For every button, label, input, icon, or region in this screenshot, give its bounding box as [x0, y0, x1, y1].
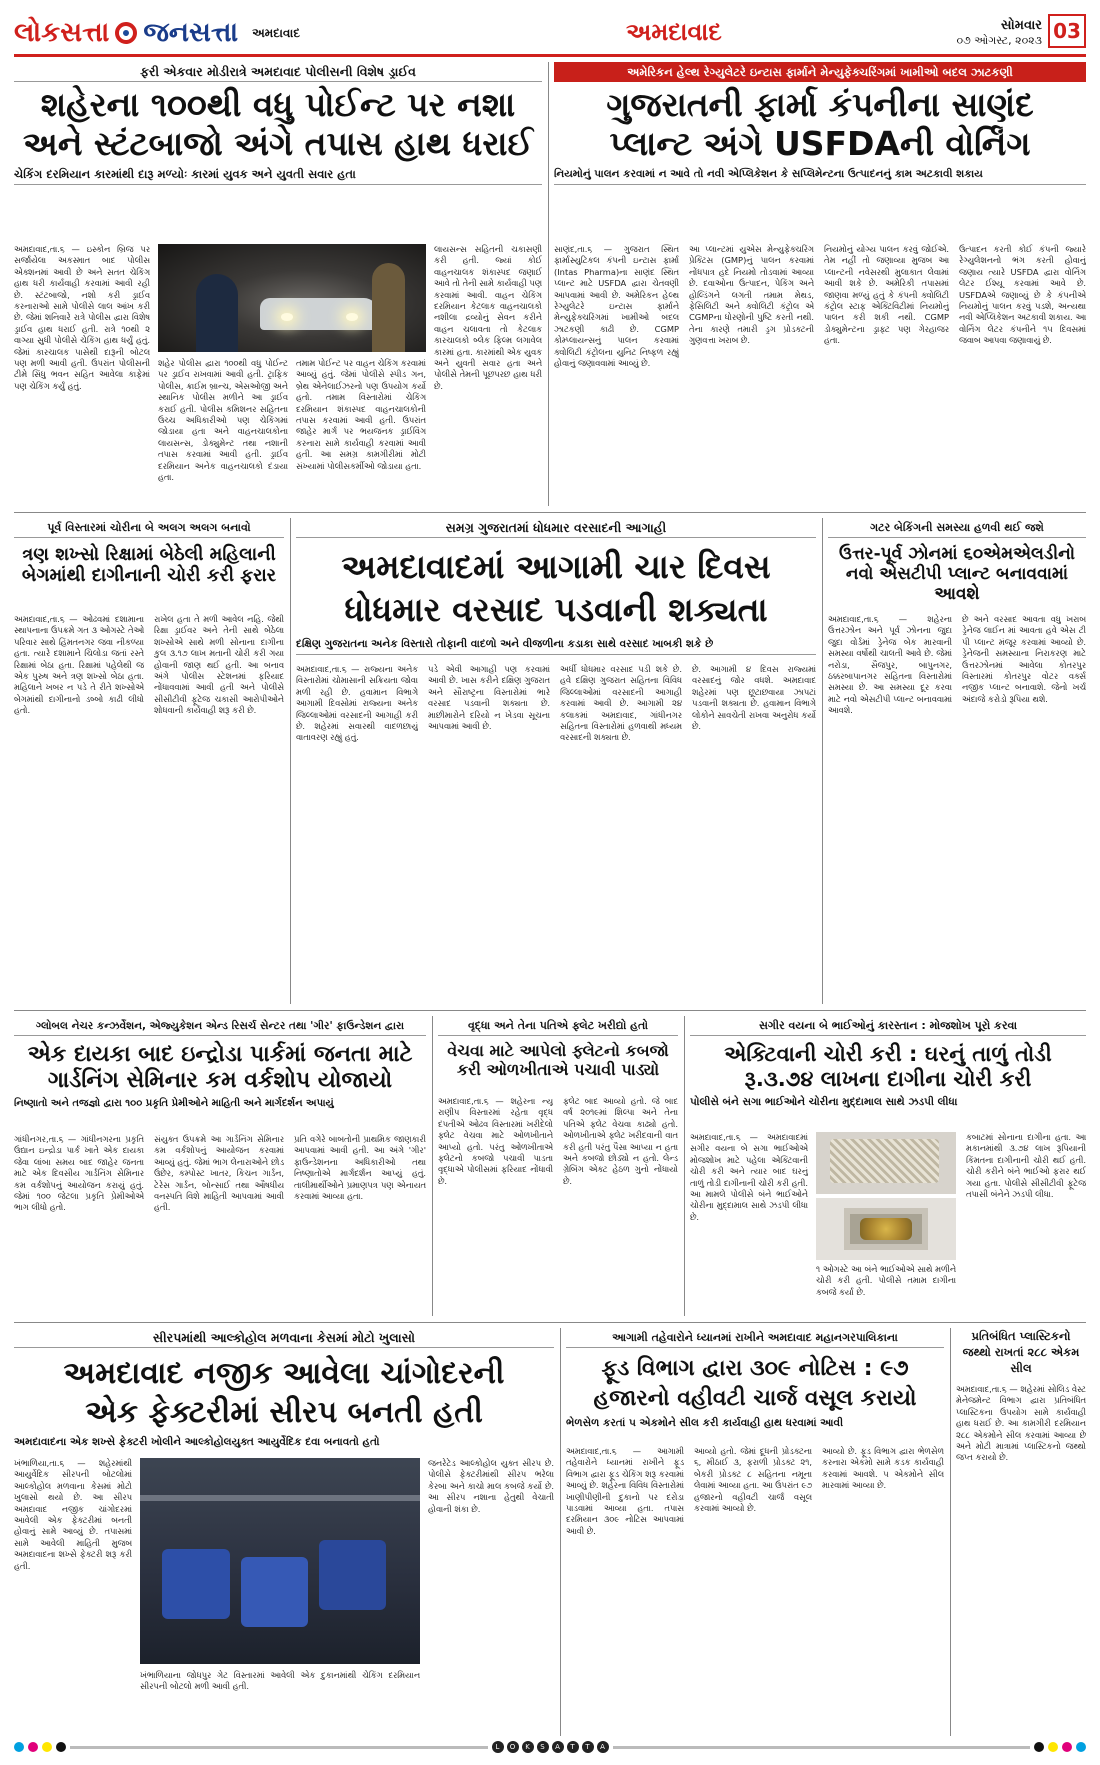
column-rule	[560, 1328, 561, 1736]
recovered-jewellery-photo[interactable]	[816, 1198, 956, 1260]
article-headline: એક દાયકા બાદ ઇન્દ્રોડા પાર્કમાં જનતા માટે ગાર્ડનિંગ સેમિનાર કમ વર્કશોપ યોજાયો	[27, 1042, 413, 1093]
article-deck: નિયમોનું પાલન કરવામાં ન આવે તો નવી એપ્લિકેશન કે સપ્લિમેન્ટના ઉત્પાદનનું કામ અટકાવી શકાય	[554, 166, 1086, 185]
body-text: ખંભાળિયા,તા.૬ — શહેરમાંથી આયુર્વેદિક સીરપની બોટલોમાં આલ્કોહોલ મળવાના કેસમાં મોટો ખુલાસો થયો છે. આ સીરપ અમદાવાદ નજીક ચાંગોદરમાં આવેલી એક ફેક્ટરીમાં બનતી હોવાનું સામે આવ્યું છે. તપાસમાં સામે આવેલી માહિતી મુજબ અમદાવાદના શખ્સે ફેક્ટરી શરૂ કરી હતી.	[14, 1458, 132, 1571]
article-usfda-warning[interactable]	[554, 62, 1086, 506]
issue-day: સોમવાર	[1001, 18, 1042, 33]
article-deck: દક્ષિણ ગુજરાતના અનેક વિસ્તારો તોફાની વાદળો અને વીજળીના કડાકા સાથે વરસાદ ખાબકી શકે છે	[296, 636, 816, 655]
print-registration-bar	[14, 1742, 1086, 1752]
article-police-drive[interactable]	[14, 62, 542, 506]
body-text: અમદાવાદ,તા.૬ — શહેરના ન્યૂ રાણીપ વિસ્તારમાં રહેતા વૃદ્ધ દંપતીએ ઓઢવ વિસ્તારમાં ખરીદેલો ફ્લેટ વેચવા માટે ઓળખીતાને આપ્યો હતો. પરંતુ ઓળખીતાએ ફ્લેટનો કબજો પચાવી પાડતા વૃદ્ધાએ પોલીસમાં ફરિયાદ નોંધાવી છે.	[438, 1096, 553, 1186]
body-text: રાખેલ હતા તે મળી આવેલ નહિ. જેથી રિક્ષા ડ્રાઈવર અને તેની સાથે બેઠેલા શખ્સોએ સાથે મળી સોનાના દાગીના કુલ ૩.૧૭ લાખ મતાની ચોરી કરી ગયા હોવાની જાણ થઈ હતી. આ બનાવ અંગે પોલીસ સ્ટેશનમાં ફરિયાદ નોંધાવવામાં આવી હતી અને પોલીસે સીસીટીવી ફૂટેજ ચકાસી આરોપીઓને શોધવાની કાર્યવાહી શરૂ કરી છે.	[154, 614, 284, 716]
article-kicker: સમગ્ર ગુજરાતમાં ધોધમાર વરસાદની આગાહી	[296, 518, 816, 538]
article-deck: ભેળસેળ કરતાં ૫ એકમોને સીલ કરી કાર્યવાહી હાથ ધરવામાં આવી	[566, 1417, 844, 1430]
article-flat-possession[interactable]	[438, 1016, 678, 1316]
footer-letter-dot: S	[537, 1741, 549, 1753]
section-rule	[14, 1010, 1086, 1011]
body-text: આ પ્લાન્ટમાં યુએસ મેન્યુફેક્ચરિંગ પ્રેક્ટિસ (GMP)નું પાલન કરવામાં નોંધપાત્ર હદે નિયમો તોડવામાં આવ્યા છે. દવાઓના ઉત્પાદન, પેકિંગ અને હોલ્ડિંગને લગતી તમામ મેથડ, ફેસિલિટી અને ક્વોલિટી કંટ્રોલ એ CGMPના ધોરણોની પુષ્ટિ કરતી નથી. તેના કારણે તમારી ડ્રગ પ્રોડક્ટની ગુણવત્તા ખરાબ છે.	[689, 244, 814, 346]
body-text: અમદાવાદ,તા.૬ — આગામી તહેવારોને ધ્યાનમાં રાખીને ફૂડ વિભાગ દ્વારા ફૂડ ચેકિંગ શરૂ કરવામાં આવ્યું છે. શહેરના વિવિધ વિસ્તારોમાં ખાણીપીણીની દુકાનો પર દરોડા પાડવામાં આવ્યા હતા. તપાસ દરમિયાન ૩૦૯ નોટિસ આપવામાં આવી છે.	[566, 1446, 684, 1536]
article-body-col-2	[428, 664, 550, 1004]
article-body-col-1	[690, 1132, 808, 1316]
article-headline: ત્રણ શખ્સો રિક્ષામાં બેઠેલી મહિલાની બેગમાંથી દાગીનાની ચોરી કરી ફરાર	[21, 544, 277, 587]
footer-letter-dot: T	[582, 1741, 594, 1753]
article-deck: અમદાવાદના એક શખ્સે ફેક્ટરી ખોલીને આલ્કોહોલયુક્ત આયુર્વેદિક દવા બનાવતો હતો	[14, 1436, 380, 1448]
article-body-col-2	[966, 1132, 1086, 1316]
syrup-factory-photo[interactable]	[140, 1458, 420, 1664]
registration-magenta-dot	[28, 1742, 38, 1752]
article-kicker: ફરી એકવાર મોડીરાત્રે અમદાવાદ પોલીસની વિશેષ ડ્રાઈવ	[14, 62, 542, 82]
caption-text: ખંભાળિયાના જોધપુર ગેટ વિસ્તારમાં આવેલી એક દુકાનમાંથી ચેકિંગ દરમિયાન સીરપની બોટલો મળી આવી હતી.	[140, 1670, 420, 1692]
article-body-col-2	[154, 1134, 284, 1316]
headline-line-1: શહેરના ૧૦૦થી વધુ પોઈન્ટ પર નશા	[40, 85, 516, 124]
article-deck: પોલીસે બંને સગા ભાઈઓને ચોરીના મુદ્દામાલ સાથે ઝડપી લીધા	[690, 1095, 958, 1108]
body-text: અમદાવાદ,તા.૬ — શહેરના ઉત્તરઝોન અને પૂર્વ ઝોનના જુદા જુદા વોર્ડમાં ડ્રેનેજ બેક મારવાની સમસ્યા વર્ષોથી ચાલતી આવે છે. જેમાં નરોડા, સૈજપુર, બાપુનગર, ઠક્કરબાપાનગર સહિતના વિસ્તારોમાં સમસ્યા છે. આ સમસ્યા દૂર કરવા માટે નવો એસટીપી પ્લાન્ટ બનાવવામાં આવશે.	[828, 614, 952, 716]
article-body-col-1	[296, 664, 418, 1004]
body-text: પડે એવી આગાહી પણ કરવામાં આવી છે. ખાસ કરીને દક્ષિણ ગુજરાત અને સૌરાષ્ટ્રના વિસ્તારોમાં ભારે વરસાદ પડવાની શક્યતા છે. માછીમારોને દરિયો ન ખેડવા સૂચના આપવામાં આવી છે.	[428, 664, 550, 732]
article-headline: પ્રતિબંધિત પ્લાસ્ટિકનો જથ્થો રાખતાં ૨૮૮ એકમ સીલ	[962, 1329, 1080, 1375]
article-headline: એક્ટિવાની ચોરી કરી : ઘરનું તાળું તોડી રૂ.૩.૭૪ લાખના દાગીના ચોરી કરી	[724, 1042, 1052, 1091]
body-text: અમદાવાદ,તા.૬ — ઇસ્કોન બ્રિજ પર સર્જાયેલા અકસ્માત બાદ પોલીસ એક્શનમાં આવી છે અને સતત ચેકિંગ હાથ ધરી કાર્યવાહી કરવામાં આવી રહી છે. સ્ટંટબાજો, નશો કરી ડ્રાઈવ કરનારાઓ સામે પોલીસે લાલ આંખ કરી છે. જેમાં શનિવારે રાત્રે પોલીસ દ્વારા વિશેષ ડ્રાઈવ હાથ ધરાઈ હતી. રાત્રે ૧૦થી ૨ વાગ્યા સુધી પોલીસે ચેકિંગ હાથ ધર્યું હતું. જેમાં કારચાલક પાસેથી દારૂની બોટલ પણ મળી આવી હતી. ઉપરાંત પોલીસની ટીમે સિંધુ ભવન સહિત આવેલા કાફેમાં પણ ચેકિંગ કર્યું હતું.	[14, 244, 150, 391]
location-pin-icon	[115, 22, 137, 44]
photo-drum	[241, 1557, 308, 1627]
article-headline: ફૂડ વિભાગ દ્વારા ૩૦૯ નોટિસ : ૯૭ હજારનો વહીવટી ચાર્જ વસૂલ કરાયો	[593, 1356, 917, 1411]
body-text: અર્ધી ધોધમાર વરસાદ પડી શકે છે. હવે દક્ષિણ ગુજરાત સહિતના વિવિધ જિલ્લાઓમાં વરસાદની આગાહી કરવામાં આવી છે. આગામી ૨૪ કલાકમાં અમદાવાદ, ગાંધીનગર સહિતના વિસ્તારોમાં હળવાથી મધ્યમ વરસાદની શક્યતા છે.	[560, 664, 682, 743]
article-body-col-1	[14, 1458, 132, 1736]
photo-jewellery-tray	[830, 1139, 939, 1182]
article-activa-theft[interactable]	[690, 1016, 1086, 1316]
photo-drum	[319, 1540, 386, 1610]
photo-caption	[140, 1670, 420, 1736]
body-text: અમદાવાદ,તા.૬ — ઓઢવમાં દશામાના સ્થાપનાના ઉપક્રમે ગત ૩ ઓગસ્ટે તેઓ પરિવાર સાથે હિંમતનગર જવા નીકળ્યા હતા. ત્યારે દશામાને ચિલોડા જતાં રસ્તે રિક્ષામાં બેઠા હતા. રિક્ષામાં પહેલેથી જ એક પુરુષ અને ત્રણ શખ્સો બેઠા હતા. મહિલાને ખબર ન પડે તે રીતે શખ્સોએ બેગમાંથી દાગીનાનો ડબ્બો કાઢી લીધો હતો.	[14, 614, 144, 716]
headline-line-2: અને સ્ટંટબાજો અંગે તપાસ હાથ ધરાઈ	[23, 123, 533, 163]
article-body-col-1	[554, 244, 679, 506]
registration-magenta-dot	[1062, 1742, 1072, 1752]
article-body-col-3	[822, 1446, 944, 1736]
article-body-col-1	[14, 244, 150, 506]
column-rule	[950, 1328, 951, 1736]
article-body-col-1	[956, 1384, 1086, 1736]
footer-rule	[613, 1746, 1031, 1749]
article-headline	[14, 1354, 554, 1432]
registration-black-dot	[56, 1742, 66, 1752]
body-text: છે. આગામી ૪ દિવસ રાજ્યમાં વરસાદનું જોર વધશે. અમદાવાદ શહેરમાં પણ છૂટાછવાયા ઝાપટાં પડવાની શક્યતા છે. હવામાન વિભાગે લોકોને સાવચેતી રાખવા અનુરોધ કર્યો છે.	[692, 664, 816, 732]
body-text: શહેર પોલીસ દ્વારા ૧૦૦થી વધુ પોઈન્ટ પર ડ્રાઈવ રાખવામાં આવી હતી. ટ્રાફિક પોલીસ, ક્રાઈમ બ્રાન્ચ, એસઓજી અને સ્થાનિક પોલીસ મળીને આ ડ્રાઈવ કરાઈ હતી. પોલીસ કમિશનર સહિતના ઉચ્ચ અધિકારીઓ પણ ચેકિંગમાં જોડાયા હતા અને વાહનચાલકોના લાયસન્સ, ડોક્યુમેન્ટ તથા નશાની તપાસ કરવામાં આવી હતી. ડ્રાઈવ દરમિયાન અનેક વાહનચાલકો દંડાયા હતા.	[158, 358, 288, 483]
headline-line-2: એક ફેક્ટરીમાં સીરપ બનતી હતી	[85, 1395, 483, 1430]
footer-letter-dot: T	[567, 1741, 579, 1753]
body-text: અમદાવાદ,તા.૬ — અમદાવાદમાં સગીર વયના બે સગા ભાઈઓએ મોજશોખ માટે પહેલા એક્ટિવાની ચોરી કરી અને ત્યાર બાદ ઘરનું તાળું તોડી દાગીનાની ચોરી કરી હતી. આ મામલે પોલીસે બંને ભાઈઓને ચોરીના મુદ્દામાલ સાથે ઝડપી લીધા છે.	[690, 1132, 808, 1222]
body-text: સંયુક્ત ઉપક્રમે આ ગાર્ડનિંગ સેમિનાર કમ વર્કશોપનું આયોજન કરવામાં આવ્યું હતું. જેમાં ભાગ લેનારાઓને છોડ ઉછેર, કમ્પોસ્ટ ખાતર, કિચન ગાર્ડન, ટેરેસ ગાર્ડન, બોન્સાઈ તથા ઔષધીય વનસ્પતિ વિશે માહિતી આપવામાં આવી હતી.	[154, 1134, 284, 1213]
article-body-col-2	[158, 358, 288, 506]
section-rule	[14, 1322, 1086, 1323]
article-deck: ચેકિંગ દરમિયાન કારમાંથી દારૂ મળ્યોઃ કારમાં યુવક અને યુવતી સવાર હતા	[14, 166, 542, 185]
column-rule	[548, 62, 549, 506]
article-body-col-2	[962, 614, 1086, 1004]
photo-jewellery-box	[844, 1208, 928, 1250]
registration-black-dot	[1034, 1742, 1044, 1752]
body-text: જનરેટેડ આલ્કોહોલ યુક્ત સીરપ છે. પોલીસે ફેક્ટરીમાંથી સીરપ ભરેલા કેરબા અને કાચો માલ કબજે કર્યો છે. આ સીરપ નશાના હેતુથી વેચાતી હોવાની શંકા છે.	[428, 1458, 554, 1514]
article-body-col-1	[828, 614, 952, 1004]
article-plastic-seal[interactable]	[956, 1328, 1086, 1736]
article-kicker: પૂર્વ વિસ્તારમાં ચોરીના બે અલગ અલગ બનાવો	[14, 518, 284, 538]
article-deck: નિષ્ણાતો અને તજજ્ઞો દ્વારા ૧૦૦ પ્રકૃતિ પ્રેમીઓને માહિતી અને માર્ગદર્શન અપાયું	[14, 1097, 334, 1109]
body-text: છે અને વરસાદ આવતા વધુ ખરાબ ડ્રેનેજ લાઈન માં આવતા હવે એસ ટી પી પ્લાન્ટ મંજૂર કરવામાં આવ્યો છે. ડ્રેનેજની સમસ્યાના નિરાકરણ માટે ઉત્તરઝોનમાં આવેલા કોતરપુર વિસ્તારમાં કોતરપુર વોટર વર્ક્સ નજીક પ્લાન્ટ બનાવાશે. જેનો ખર્ચ અંદાજે કરોડો રૂપિયા થશે.	[962, 614, 1086, 704]
article-headline	[554, 86, 1086, 164]
headline-line-1: અમદાવાદમાં આગામી ચાર દિવસ	[341, 547, 771, 586]
article-body-col-2	[563, 1096, 678, 1316]
article-body-col-3	[294, 1134, 426, 1316]
article-syrup-factory[interactable]	[14, 1328, 554, 1736]
body-text: ફ્લેટ બાદ આવ્યો હતો. જે બાદ વર્ષ ૨૦૧૯માં શિલ્પા અને તેના પતિએ ફ્લેટ વેચવા કાઢ્યો હતો. ઓળખીતાએ ફ્લેટ ખરીદવાની વાત કરી હતી પરંતુ પૈસા આપ્યા ન હતા અને કબજો છોડ્યો ન હતો. લેન્ડ ગ્રેબિંગ એક્ટ હેઠળ ગુનો નોંધાયો છે.	[563, 1096, 678, 1186]
footer-letter-dot: A	[552, 1741, 564, 1753]
logo-loksatta: લોકસત્તા	[14, 17, 110, 48]
body-text: લાયસન્સ સહિતની ચકાસણી કરી હતી. જ્યાં કોઈ વાહનચાલક શંકાસ્પદ જણાઈ આવે તો તેની સામે કાર્યવાહી પણ કરવામાં આવી. વાહન ચેકિંગ દરમિયાન કેટલાક વાહનચાલકો નશીલા દ્રવ્યોનું સેવન કરીને વાહન ચલાવતા તો કેટલાક કારચાલકો બ્લેક ફિલ્મ લગાવેલ કારમાં હતા. કારમાંથી એક યુવક અને યુવતી સવાર હતા અને પોલીસે તેમની પૂછપરછ હાથ ધરી છે.	[434, 244, 542, 391]
footer-letter-row	[492, 1741, 609, 1753]
column-rule	[684, 1016, 685, 1316]
section-rule	[14, 512, 1086, 513]
article-body-col-1	[566, 1446, 684, 1736]
article-body-col-4	[692, 664, 816, 1004]
article-body-col-2	[428, 1458, 554, 1736]
article-rickshaw-theft[interactable]	[14, 518, 284, 1004]
body-text: નિયમોનું યોગ્ય પાલન કરવું જોઈએ. તેમ નહીં તો જણાવ્યા મુજબ આ પ્લાન્ટની નવેસરથી મુલાકાત લેવામાં આવી શકે છે. અમેરિકી તપાસમાં જાણવા મળ્યું હતું કે કંપની ક્વોલિટી કંટ્રોલ સ્ટાફ એક્ટિવિટીમાં નિયમોનું પાલન કરી શકી નથી. CGMP ડોક્યુમેન્ટના ડ્રાફ્ટ પણ ગેરહાજર હતા.	[824, 244, 949, 346]
photo-person	[196, 274, 239, 352]
body-text: આવ્યો છે. ફૂડ વિભાગ દ્વારા ભેળસેળ કરનારા એકમો સામે કડક કાર્યવાહી કરવામાં આવશે. ૫ એકમોને સીલ મારવામાં આવ્યા છે.	[822, 1446, 944, 1491]
section-title: અમદાવાદ	[626, 18, 722, 46]
body-text: સાણંદ,તા.૬ — ગુજરાત સ્થિત ફાર્માસ્યુટિકલ કંપની ઇન્ટાસ ફાર્મા (Intas Pharma)ના સાણંદ સ્થિત પ્લાન્ટ માટે USFDA દ્વારા ચેતવણી આપવામાં આવી છે. અમેરિકન હેલ્થ રેગ્યુલેટરે ઇન્ટાસ ફાર્માને મેન્યુફેક્ચરિંગમાં ખામીઓ બદલ ઝાટકણી કાઢી છે. CGMP કોમ્પ્લાયન્સનું પાલન કરવામાં ક્વોલિટી કંટ્રોલના યુનિટ નિષ્ફળ રહ્યું હોવાનું જણાવવામાં આવ્યું છે.	[554, 244, 679, 369]
body-text: અમદાવાદ,તા.૬ — રાજ્યના અનેક વિસ્તારોમાં ચોમાસાની સક્રિયતા જોવા મળી રહી છે. હવામાન વિભાગે આગામી દિવસોમાં રાજ્યના અનેક જિલ્લાઓમાં વરસાદની આગાહી કરી છે. શહેરમાં સવારથી વાદળછાયું વાતાવરણ રહ્યું હતું.	[296, 664, 418, 743]
body-text: ગાંધીનગર,તા.૬ — ગાંધીનગરના પ્રકૃતિ ઉદ્યાન ઇન્દ્રોડા પાર્ક ખાતે એક દાયકા જેવા લાંબા સમય બાદ જાહેર જનતા માટે એક દિવસીય ગાર્ડનિંગ સેમિનાર કમ વર્કશોપનું આયોજન કરાયું હતું. જેમાં ૧૦૦ જેટલા પ્રકૃતિ પ્રેમીઓએ ભાગ લીધો હતો.	[14, 1134, 144, 1213]
body-text: તમામ પોઈન્ટ પર વાહન ચેકિંગ કરવામાં આવ્યું હતું. જેમાં પોલીસે સ્પીડ ગન, બ્રેથ એનેલાઈઝરનો પણ ઉપયોગ કર્યો હતો. તમામ વિસ્તારોમાં ચેકિંગ દરમિયાન શંકાસ્પદ વાહનચાલકોની તપાસ કરવામાં આવી હતી. ઉપરાંત જાહેર માર્ગ પર ભયજનક ડ્રાઈવિંગ કરનારા સામે કાર્યવાહી કરવામાં આવી હતી. આ સમગ્ર કામગીરીમાં મોટી સંખ્યામાં પોલીસકર્મીઓ જોડાયા હતા.	[296, 358, 426, 471]
headline-line-1: અમદાવાદ નજીક આવેલા ચાંગોદરની	[63, 1356, 505, 1391]
caption-text: ૧ ઓગસ્ટે આ બંને ભાઈઓએ સાથે મળીને ચોરી કરી હતી. પોલીસે તમામ દાગીના કબજે કર્યા છે.	[816, 1264, 956, 1297]
article-body-col-1	[14, 1134, 144, 1316]
body-text: કબાટમાં સોનાના દાગીના હતા. આ મકાનમાંથી ૩.૭૪ લાખ રૂપિયાની કિંમતના દાગીનાની ચોરી થઈ હતી. ચોરી કરીને બંને ભાઈઓ ફરાર થઈ ગયા હતા. પોલીસે સીસીટીવી ફૂટેજ તપાસી બંનેને ઝડપી લીધા.	[966, 1132, 1086, 1200]
article-headline	[14, 86, 542, 164]
column-rule	[290, 518, 291, 1004]
article-body-col-1	[438, 1096, 553, 1316]
footer-letter-dot: O	[507, 1741, 519, 1753]
photo-car	[260, 298, 378, 330]
article-kicker: વૃદ્ધા અને તેના પતિએ ફ્લેટ ખરીદ્યો હતો	[438, 1016, 678, 1036]
stolen-jewellery-photo[interactable]	[816, 1132, 956, 1194]
headline-line-2: પ્લાન્ટ અંગે USFDAની વોર્નિંગ	[609, 123, 1031, 163]
issue-full-date: ૦૭ ઓગસ્ટ, ૨૦૨૩	[956, 34, 1042, 47]
article-kicker: ગટર બેકિંગની સમસ્યા હળવી થઈ જશે	[828, 518, 1086, 538]
article-body-col-3	[824, 244, 949, 506]
edition-label: અમદાવાદ	[252, 25, 301, 40]
logo-jansatta: જનસત્તા	[143, 17, 239, 48]
body-text: ઉત્પાદન કરતી કોઈ કંપની જ્યારે રેગ્યુલેશનનો ભંગ કરતી હોવાનું જણાય ત્યારે USFDA દ્વારા વોર્નિંગ લેટર ઈશ્યૂ કરવામાં આવે છે. USFDAએ જણાવ્યું છે કે કંપનીએ નિયમોનું પાલન કરવું પડશે, અન્યથા નવી એપ્લિકેશન અટકાવી શકાય. આ વોર્નિંગ લેટર કંપનીને ૧૫ દિવસમાં જવાબ આપવા જણાવાયું છે.	[959, 244, 1086, 346]
photo-pipe	[140, 1495, 420, 1501]
article-body-col-1	[14, 614, 144, 1004]
masthead	[14, 14, 1086, 52]
registration-cyan-dot	[14, 1742, 24, 1752]
article-rain-forecast[interactable]	[296, 518, 816, 1004]
issue-date	[957, 18, 1043, 48]
article-kicker: આગામી તહેવારોને ધ્યાનમાં રાખીને અમદાવાદ મહાનગરપાલિકાના	[566, 1328, 944, 1348]
photo-officer	[372, 263, 404, 352]
article-body-col-2	[154, 614, 284, 1004]
footer-letter-dot: L	[492, 1741, 504, 1753]
body-text: પ્રતિ વગેરે બાબતોની પ્રાથમિક જાણકારી આપવામાં આવી હતી. આ અંગે 'ગીર' ફાઉન્ડેશનના અધિકારીઓ તથા નિષ્ણાતોએ માર્ગદર્શન આપ્યું હતું. તાલીમાર્થીઓને પ્રમાણપત્ર પણ એનાયત કરવામાં આવ્યા હતા.	[294, 1134, 426, 1202]
body-text: આવ્યો હતો. જેમાં દૂધની પ્રોડક્ટના ૬, મીઠાઈ ૩, ફરાળી પ્રોડક્ટ ૨૧, બેકરી પ્રોડક્ટ ૮ સહિતના નમૂના લેવામાં આવ્યા હતા. આ ઉપરાંત ૯૭ હજારનો વહીવટી ચાર્જ વસૂલ કરવામાં આવ્યો છે.	[694, 1446, 812, 1514]
footer-letter-dot: A	[597, 1741, 609, 1753]
article-kicker: ગ્લોબલ નેચર કન્ઝર્વેશન, એજ્યુકેશન એન્ડ રિસર્ચ સેન્ટર તથા 'ગીર' ફાઉન્ડેશન દ્વારા	[14, 1016, 426, 1036]
article-body-col-3	[560, 664, 682, 1004]
article-kicker: સીરપમાંથી આલ્કોહોલ મળવાના કેસમાં મોટો ખુલાસો	[14, 1328, 554, 1348]
article-body-col-2	[694, 1446, 812, 1736]
article-headline: વેચવા માટે આપેલો ફ્લેટનો કબજો કરી ઓળખીતાએ પચાવી પાડ્યો	[447, 1041, 669, 1079]
registration-cyan-dot	[1076, 1742, 1086, 1752]
article-body-col-4	[959, 244, 1086, 506]
newspaper-logo[interactable]	[14, 17, 238, 49]
police-checking-photo[interactable]	[158, 244, 426, 352]
footer-letter-dot: K	[522, 1741, 534, 1753]
column-rule	[822, 518, 823, 1004]
article-kicker: અમેરિકન હેલ્થ રેગ્યુલેટરે ઇન્ટાસ ફાર્માને મેન્યુફેક્ચરિંગમાં ખામીઓ બદલ ઝાટકણી	[554, 62, 1086, 82]
article-indroda-seminar[interactable]	[14, 1016, 426, 1316]
article-headline	[296, 546, 816, 632]
article-food-notices[interactable]	[566, 1328, 944, 1736]
body-text: અમદાવાદ,તા.૬ — શહેરમાં સોલિડ વેસ્ટ મેનેજમેન્ટ વિભાગ દ્વારા પ્રતિબંધિત પ્લાસ્ટિકના ઉપયોગ સામે કાર્યવાહી હાથ ધરાઈ છે. આ કામગીરી દરમિયાન ૨૮૮ એકમોને સીલ કરવામાં આવ્યા છે અને મોટી માત્રામાં પ્લાસ્ટિકનો જથ્થો જપ્ત કરાયો છે.	[956, 1384, 1086, 1463]
registration-yellow-dot	[42, 1742, 52, 1752]
article-stp-plant[interactable]	[828, 518, 1086, 1004]
headline-line-2: ધોધમાર વરસાદ પડવાની શક્યતા	[344, 589, 768, 629]
article-kicker: સગીર વયના બે ભાઈઓનું કારસ્તાન : મોજશોખ પૂરો કરવા	[690, 1016, 1086, 1036]
footer-rule	[70, 1746, 488, 1749]
photo-caption	[816, 1264, 956, 1316]
headline-line-1: ગુજરાતની ફાર્મા કંપનીના સાણંદ	[606, 85, 1034, 124]
article-body-col-4	[434, 244, 542, 506]
photo-headlight	[346, 313, 358, 321]
article-body-col-2	[689, 244, 814, 506]
article-headline: ઉત્તર-પૂર્વ ઝોનમાં ૬૦એમએલડીનો નવો એસટીપી પ્લાન્ટ બનાવવામાં આવશે	[838, 544, 1076, 605]
article-body-col-3	[296, 358, 426, 506]
column-rule	[432, 1016, 433, 1316]
page-number: 03	[1048, 14, 1086, 48]
masthead-rule	[14, 54, 1086, 57]
photo-drum	[162, 1549, 229, 1619]
registration-yellow-dot	[1048, 1742, 1058, 1752]
